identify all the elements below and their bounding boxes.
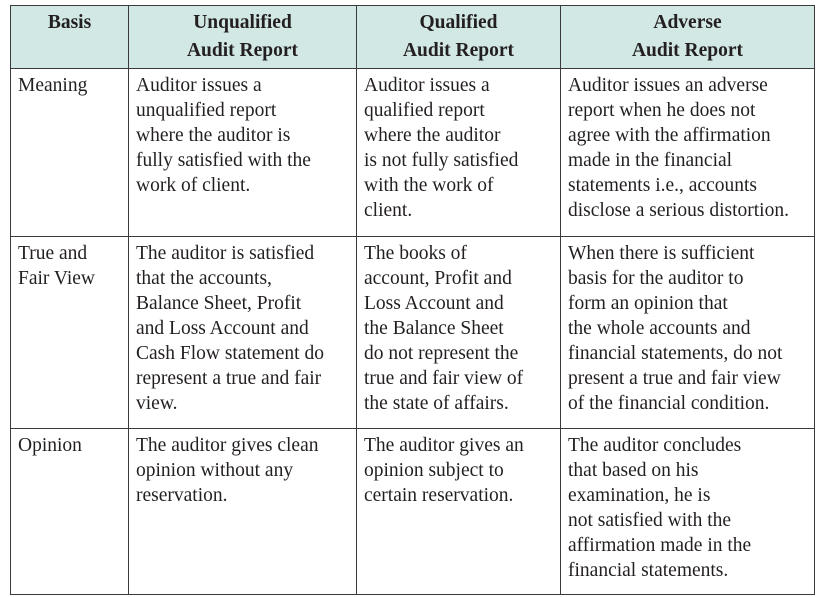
- unqualified-cell: The auditor is satisfied that the accounts, Balance Sheet, Profit and Loss Account and Cash Flow statement do represent a true and fair view.: [129, 237, 357, 429]
- unqualified-cell: Auditor issues a unqualified report where the auditor is fully satisfied with the work of client.: [129, 69, 357, 237]
- basis-cell: Meaning: [11, 69, 129, 237]
- adverse-cell: When there is sufficient basis for the auditor to form an opinion that the whole accounts and financial statements, do not present a true and fair view of the financial condition.: [561, 237, 815, 429]
- header-unqualified: Unqualified Audit Report: [129, 6, 357, 69]
- header-row: [11, 6, 815, 69]
- basis-cell: True and Fair View: [11, 237, 129, 429]
- header-adverse: Adverse Audit Report: [561, 6, 815, 69]
- adverse-cell: Auditor issues an adverse report when he does not agree with the affirmation made in the financial statements i.e., accounts disclose a serious distortion.: [561, 69, 815, 237]
- qualified-cell: The books of account, Profit and Loss Account and the Balance Sheet do not represent the true and fair view of the state of affairs.: [357, 237, 561, 429]
- qualified-cell: The auditor gives an opinion subject to certain reservation.: [357, 429, 561, 595]
- header-qualified: Qualified Audit Report: [357, 6, 561, 69]
- unqualified-cell: The auditor gives clean opinion without any reservation.: [129, 429, 357, 595]
- basis-cell: Opinion: [11, 429, 129, 595]
- adverse-cell: The auditor concludes that based on his examination, he is not satisfied with the affirmation made in the financial statements.: [561, 429, 815, 595]
- header-basis: Basis: [11, 6, 129, 69]
- table-row: [11, 237, 815, 429]
- audit-report-comparison-table: [10, 5, 815, 595]
- table-row: [11, 69, 815, 237]
- qualified-cell: Auditor issues a qualified report where the auditor is not fully satisfied with the work of client.: [357, 69, 561, 237]
- table-row: [11, 429, 815, 595]
